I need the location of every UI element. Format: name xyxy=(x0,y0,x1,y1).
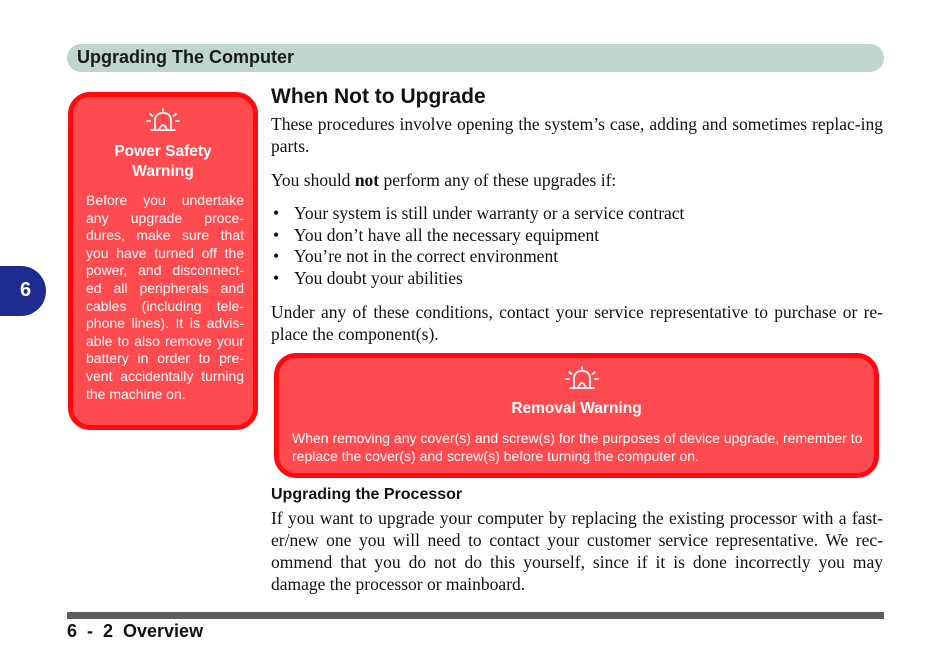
conditions-list xyxy=(271,203,883,289)
page-heading: When Not to Upgrade xyxy=(271,85,486,108)
footer-divider xyxy=(67,612,884,619)
section-title: Upgrading The Computer xyxy=(77,47,294,67)
power-warning-title: Power Safety Warning xyxy=(114,143,212,180)
removal-warning-title: Removal Warning xyxy=(511,400,642,417)
list-item: • Your system is still under warranty or a service contract xyxy=(273,203,685,223)
warning-icon xyxy=(146,108,180,134)
condition-text-start: You should xyxy=(271,170,355,190)
removal-warning-text: When removing any cover(s) and screw(s) for the purposes of device upgrade, remember to replace the cover(s) and screw(s) before turning the computer on. xyxy=(292,430,863,464)
contact-paragraph: Under any of these conditions, contact your service representative to purchase or re-place the component(s). xyxy=(271,302,883,344)
list-item: • You don’t have all the necessary equipment xyxy=(273,224,600,245)
processor-subheading: Upgrading the Processor xyxy=(271,486,463,503)
chapter-number: 6 xyxy=(20,279,32,301)
condition-text-end: perform any of these upgrades if: xyxy=(379,170,617,190)
section-header-bar xyxy=(67,44,884,72)
intro-paragraph: These procedures involve opening the system’s case, adding and sometimes replac-ing parts. xyxy=(271,114,883,156)
warning-icon xyxy=(565,366,599,392)
condition-intro-paragraph xyxy=(271,169,883,191)
page-footer-label: 6 - 2 Overview xyxy=(67,621,204,641)
list-item: • You doubt your abilities xyxy=(273,267,463,288)
chapter-tab xyxy=(0,266,46,316)
emphasis-not: not xyxy=(354,170,380,190)
processor-paragraph: If you want to upgrade your computer by replacing the existing processor with a fast-er/new one you will need to contact your customer service representative. We rec-ommend that you do not do this yourself, since if it is done incorrectly you may damage the processor or mainboard. xyxy=(271,508,883,594)
power-safety-warning-box xyxy=(68,92,258,430)
power-warning-text: Before you undertake any upgrade proce-dures, make sure that you have turned off the power, and disconnect-ed all peripherals and cables (including tele-phone lines). It is advis-able to also remove your battery in order to pre-vent accidentally turning the machine on. xyxy=(86,192,244,402)
removal-warning-box xyxy=(274,353,879,478)
list-item: • You’re not in the correct environment xyxy=(273,246,559,266)
